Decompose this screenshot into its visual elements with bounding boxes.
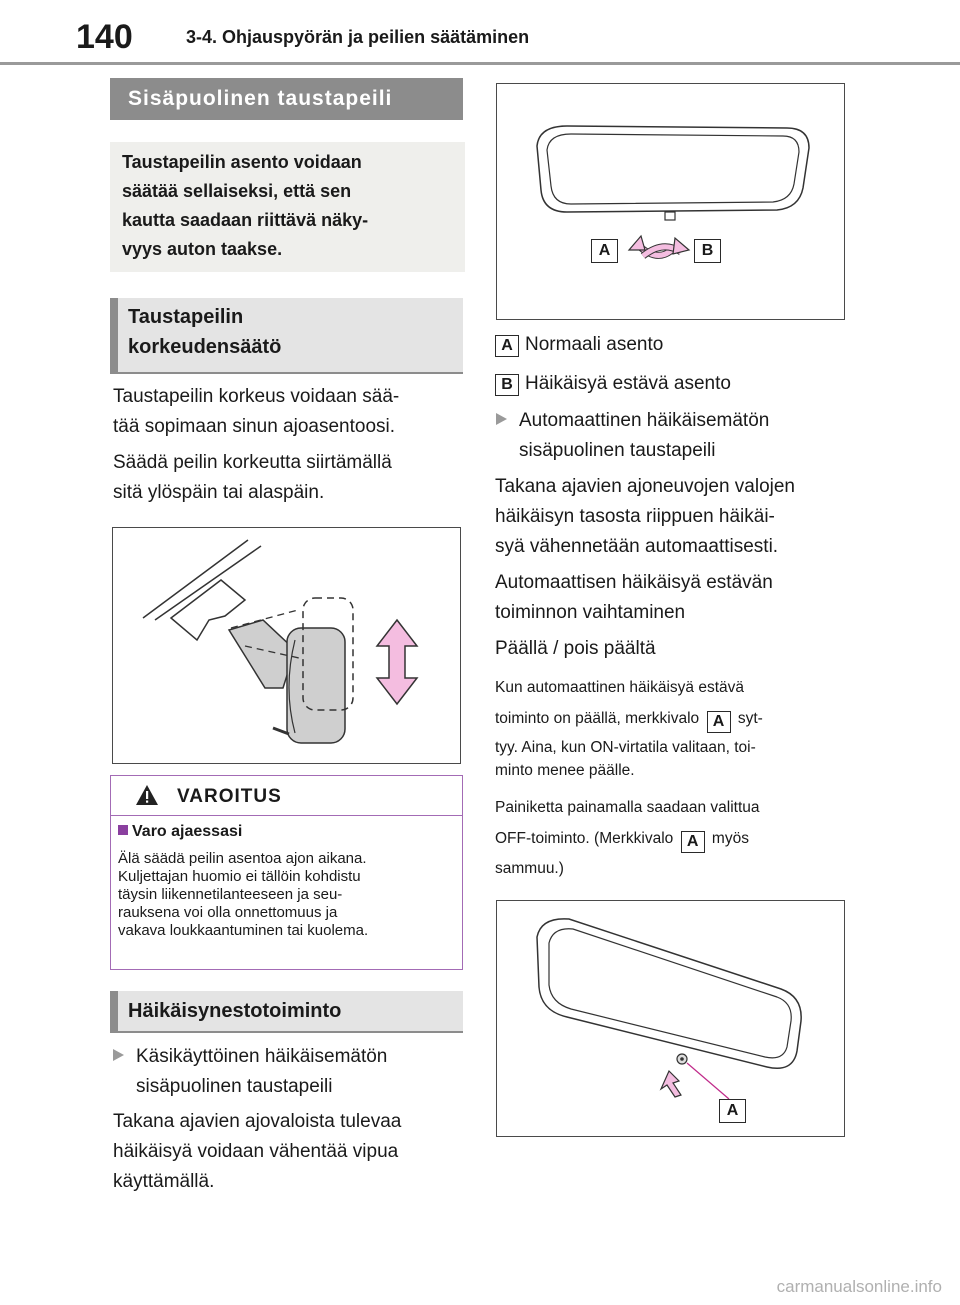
heading-line: Taustapeilin: [128, 306, 244, 328]
auto-mirror-figure: [496, 900, 845, 1137]
text-line: Kuljettajan huomio ei tällöin kohdistu: [118, 868, 361, 885]
text-line: Takana ajavien ajoneuvojen valojen: [495, 476, 796, 497]
heading-line: korkeudensäätö: [128, 336, 282, 358]
auto-mirror-illustration: [497, 901, 843, 1135]
text-line: häikäisyn tasosta riippuen häikäi-: [495, 506, 775, 527]
header-rule: [0, 62, 960, 65]
auto-mirror-text: [495, 472, 875, 562]
triangle-bullet-icon: [113, 1049, 124, 1061]
legend-text: Häikäisyä estävä asento: [525, 373, 731, 394]
text-line: sisäpuolinen taustapeili: [136, 1076, 333, 1097]
auto-mirror-bullet: [496, 406, 876, 466]
legend-text: Normaali asento: [525, 334, 664, 355]
main-heading: Sisäpuolinen taustapeili: [110, 78, 463, 120]
text-line: käyttämällä.: [113, 1171, 215, 1192]
note-indicator-on: [495, 672, 875, 734]
text-line: täysin liikennetilanteeseen ja seu-: [118, 886, 343, 903]
note-off-cont: sammuu.): [495, 860, 564, 877]
square-bullet-icon: [118, 825, 128, 835]
legend-badge-a: A: [495, 335, 519, 357]
text-line: vakava loukkaantuminen tai kuolema.: [118, 922, 369, 939]
text-line: häikäisyä voidaan vähentää vipua: [113, 1141, 399, 1162]
page-number: 140: [76, 18, 133, 56]
position-legend: [495, 330, 875, 399]
note-off-function: [495, 792, 875, 854]
warning-subtitle: [118, 823, 242, 841]
text-line: Älä säädä peilin asentoa ajon aikana.: [118, 850, 367, 867]
watermark: carmanualsonline.info: [776, 1277, 942, 1296]
text-line: Takana ajavien ajovaloista tulevaa: [113, 1111, 402, 1132]
indicator-badge-a: A: [707, 711, 731, 733]
indicator-badge-a: A: [681, 831, 705, 853]
text-fragment: syt-: [737, 710, 763, 727]
height-para-2: [113, 448, 468, 508]
figure-label-a: A: [719, 1099, 746, 1123]
text-fragment: toiminto on päällä, merkkivalo: [495, 710, 700, 727]
warning-header: [111, 776, 462, 816]
text-line: sitä ylöspäin tai alaspäin.: [113, 482, 325, 503]
text-fragment: OFF-toiminto. (Merkkivalo: [495, 830, 674, 847]
triangle-bullet-icon: [496, 413, 507, 425]
antiglare-heading: Häikäisynestotoiminto: [110, 991, 463, 1033]
text-line: Käsikäyttöinen häikäisemätön: [136, 1046, 388, 1067]
intro-box: [110, 142, 465, 272]
text-line: syä vähennetään automaattisesti.: [495, 536, 779, 557]
mirror-height-figure: [112, 527, 461, 764]
text-line: Automaattisen häikäisyä estävän: [495, 572, 773, 593]
text-line: toiminnon vaihtaminen: [495, 602, 686, 623]
text-line: sisäpuolinen taustapeili: [519, 440, 716, 461]
mirror-lever-figure: [496, 83, 845, 320]
text-line: Kun automaattinen häikäisyä estävä: [495, 679, 745, 696]
text-line: Painiketta painamalla saadaan valittua: [495, 799, 760, 816]
section-title: 3-4. Ohjauspyörän ja peilien säätäminen: [186, 27, 530, 47]
mirror-lever-illustration: [497, 84, 843, 318]
warning-box: [110, 775, 463, 970]
intro-line: Taustapeilin asento voidaan: [122, 152, 362, 172]
manual-mirror-bullet: [113, 1042, 468, 1102]
legend-badge-b: B: [495, 374, 519, 396]
on-off-text: Päällä / pois päältä: [495, 638, 656, 659]
warning-triangle-icon: [135, 784, 159, 806]
text-line: [495, 703, 875, 734]
mirror-height-illustration: [113, 528, 459, 762]
intro-line: kautta saadaan riittävä näky-: [122, 210, 369, 230]
figure-label-a: A: [591, 239, 618, 263]
intro-line: vyys auton taakse.: [122, 239, 283, 259]
legend-item: [495, 369, 875, 399]
text-line: [495, 823, 875, 854]
text-line: tyy. Aina, kun ON-virtatila valitaan, toi-: [495, 739, 756, 756]
text-line: Taustapeilin korkeus voidaan sää-: [113, 386, 400, 407]
height-adjust-heading: [110, 298, 463, 374]
note-indicator-on-cont: [495, 736, 875, 782]
auto-toggle-subhead: [495, 568, 875, 628]
text-fragment: myös: [711, 830, 749, 847]
warning-subtitle-text: Varo ajaessasi: [132, 823, 243, 840]
height-para-1: [113, 382, 468, 442]
warning-title: VAROITUS: [177, 786, 282, 807]
text-line: tää sopimaan sinun ajoasentoosi.: [113, 416, 396, 437]
legend-item: [495, 330, 875, 369]
warning-text: [118, 850, 460, 940]
text-line: Automaattinen häikäisemätön: [519, 410, 770, 431]
text-line: Säädä peilin korkeutta siirtämällä: [113, 452, 392, 473]
text-line: minto menee päälle.: [495, 762, 635, 779]
text-line: rauksena voi olla onnettomuus ja: [118, 904, 338, 921]
manual-mirror-text: [113, 1107, 468, 1197]
figure-label-b: B: [694, 239, 721, 263]
intro-line: säätää sellaiseksi, että sen: [122, 181, 352, 201]
